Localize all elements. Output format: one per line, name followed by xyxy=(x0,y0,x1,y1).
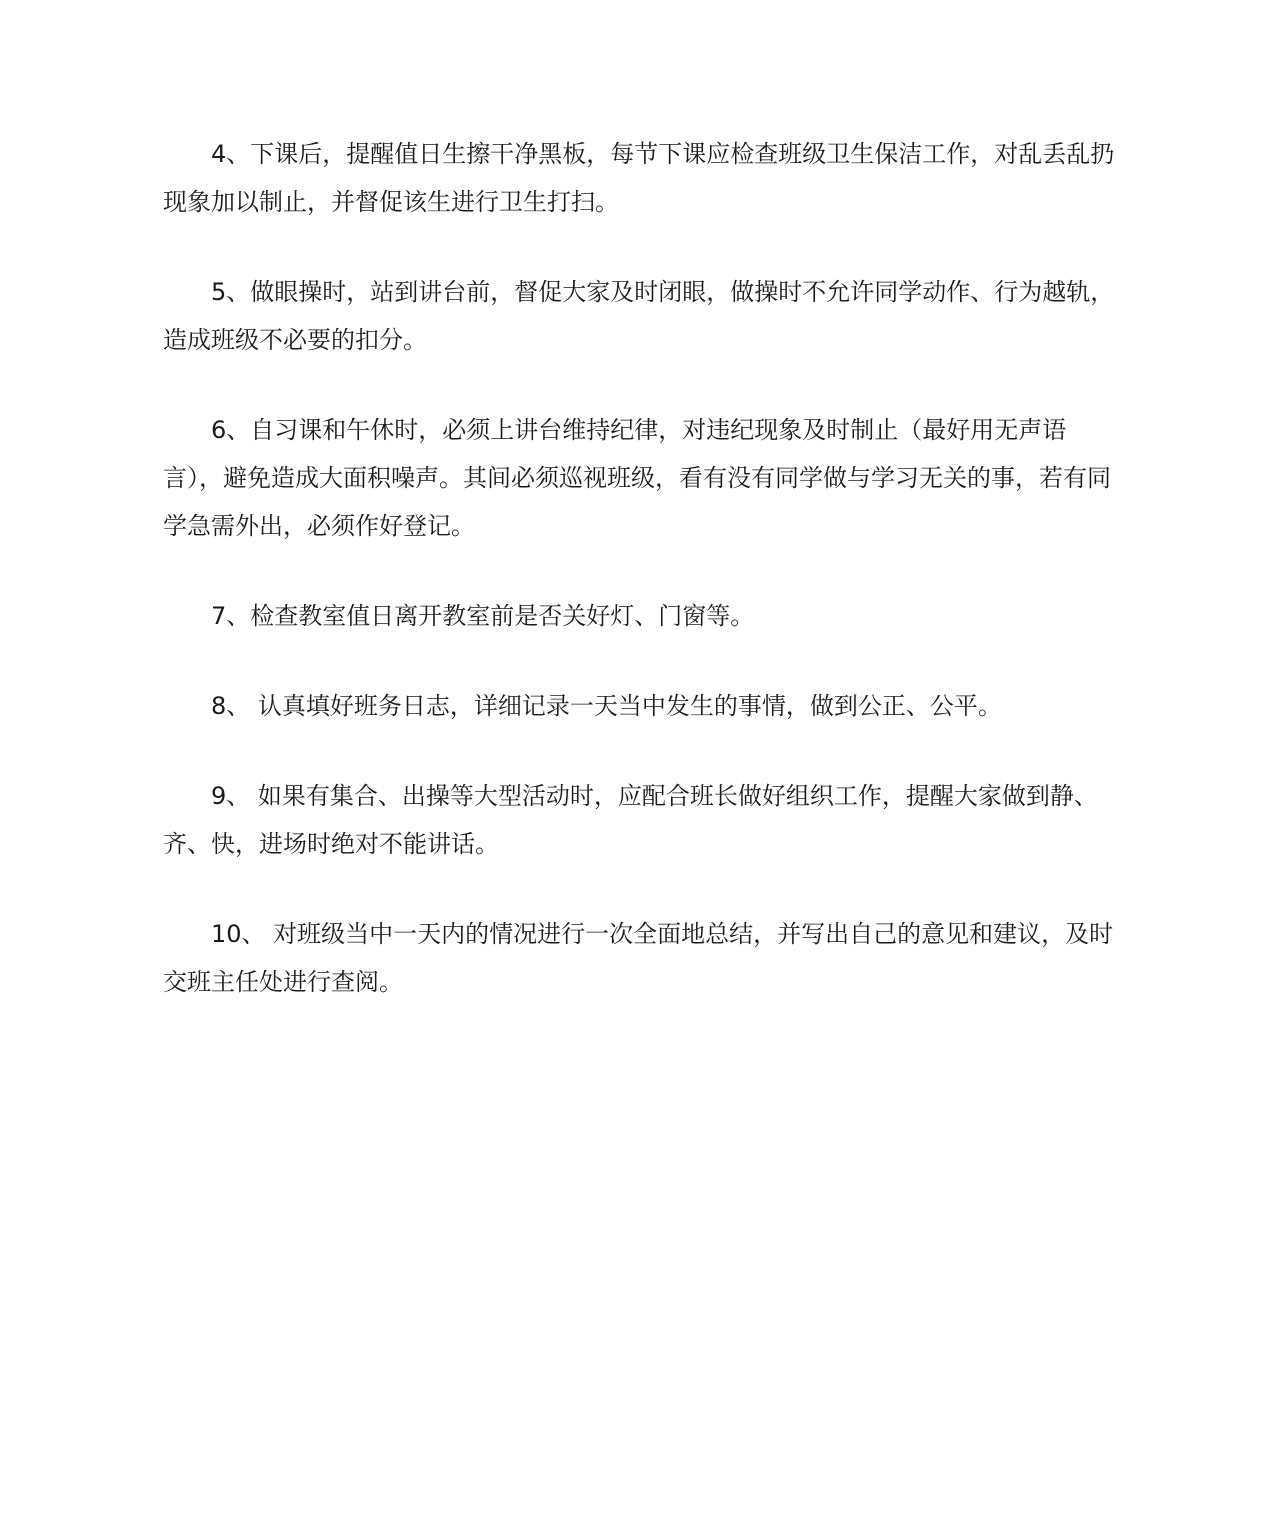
paragraph-item-5: 5、做眼操时，站到讲台前，督促大家及时闭眼，做操时不允许同学动作、行为越轨，造成班级不必要的扣分。 xyxy=(163,278,1115,354)
paragraph-item-8: 8、 认真填好班务日志，详细记录一天当中发生的事情，做到公正、公平。 xyxy=(211,692,1002,720)
paragraph-item-9: 9、 如果有集合、出操等大型活动时，应配合班长做好组织工作，提醒大家做到静、齐、快，进场时绝对不能讲话。 xyxy=(163,782,1098,858)
paragraph-item-7: 7、检查教室值日离开教室前是否关好灯、门窗等。 xyxy=(211,602,755,630)
paragraph-item-6: 6、自习课和午休时，必须上讲台维持纪律，对违纪现象及时制止（最好用无声语言），避免造成大面积噪声。其间必须巡视班级，看有没有同学做与学习无关的事，若有同学急需外出，必须作好登记。 xyxy=(163,416,1111,540)
document-body xyxy=(163,130,1121,1048)
paragraph-item-4: 4、下课后，提醒值日生擦干净黑板，每节下课应检查班级卫生保洁工作，对乱丢乱扔现象加以制止，并督促该生进行卫生打扫。 xyxy=(163,140,1115,216)
paragraph-item-10: 10、 对班级当中一天内的情况进行一次全面地总结，并写出自己的意见和建议，及时交班主任处进行查阅。 xyxy=(163,920,1114,996)
